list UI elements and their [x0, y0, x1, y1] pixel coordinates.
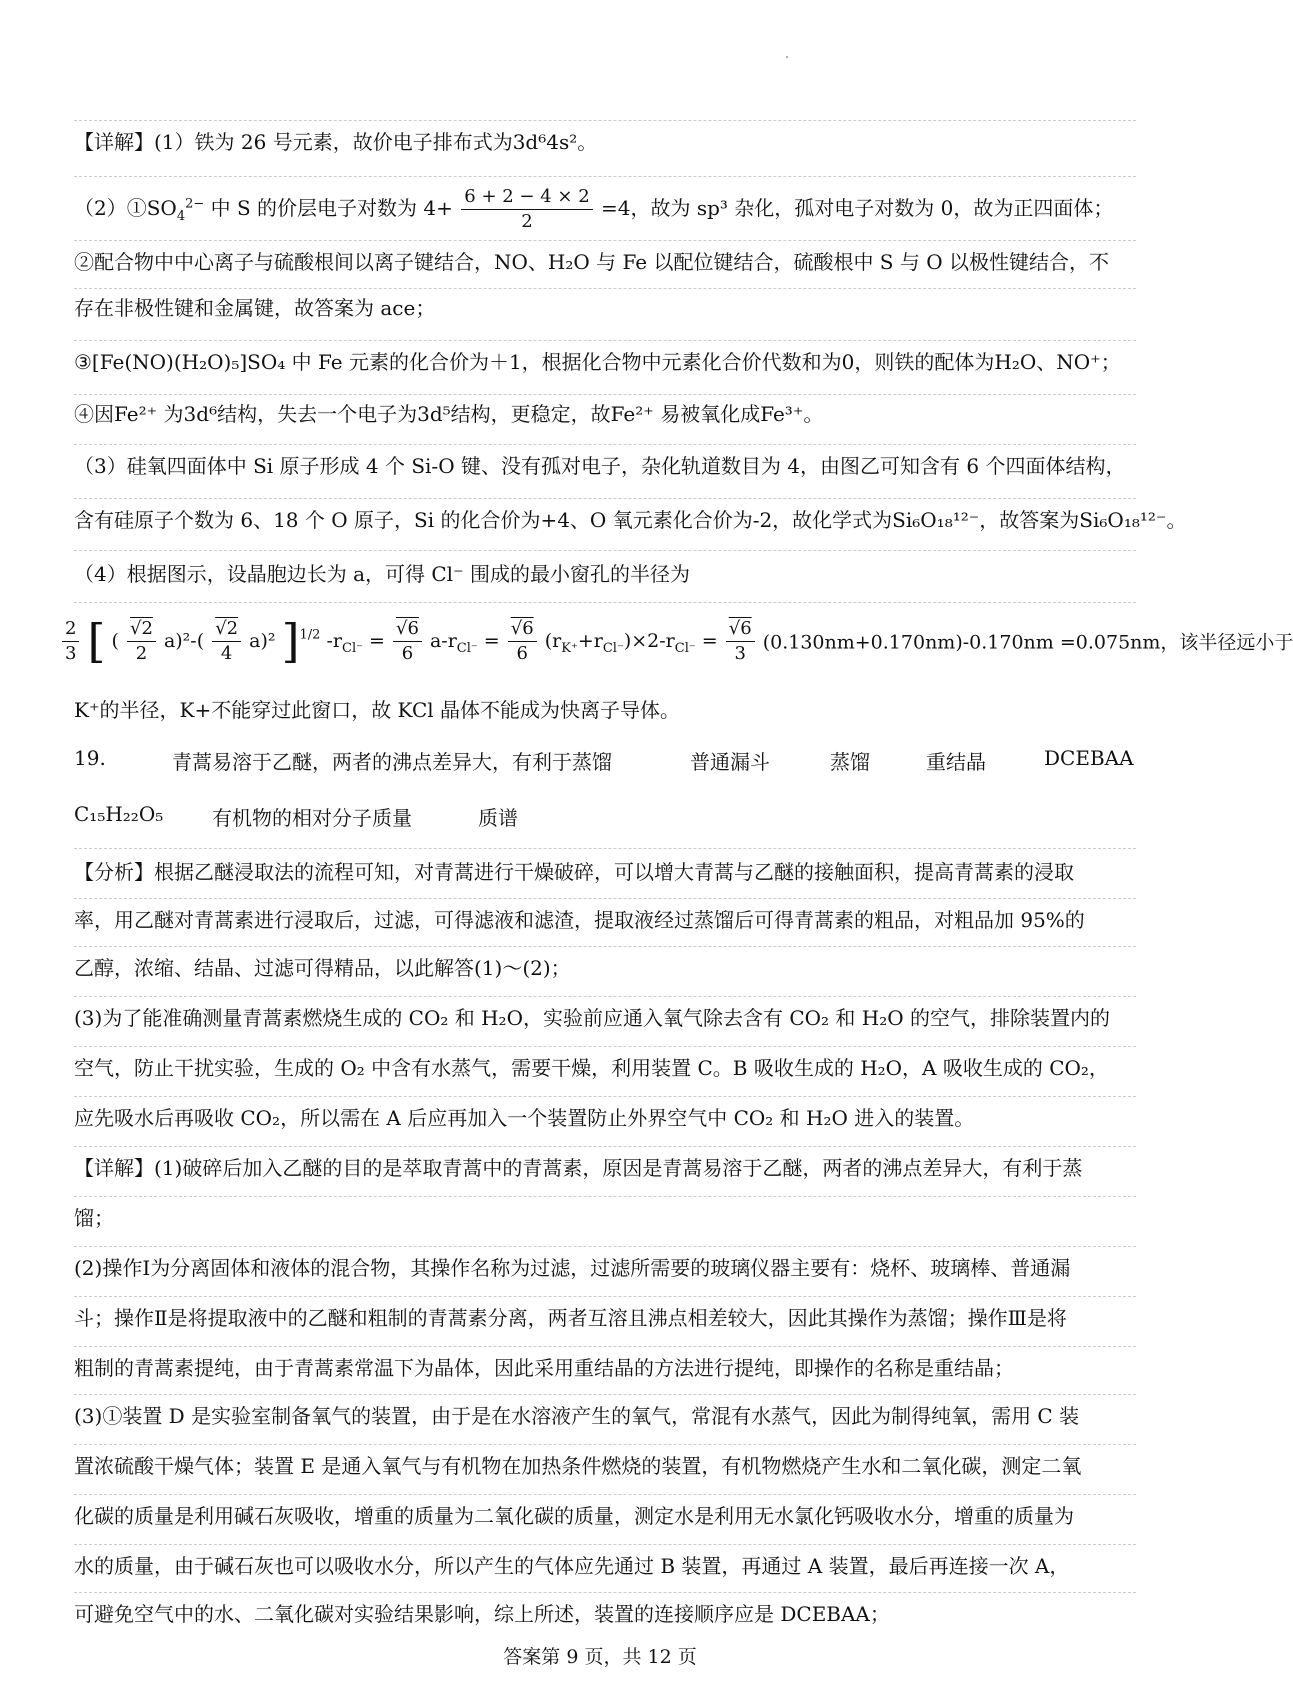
detail-line-4: 存在非极性键和金属键，故答案为 ace； — [74, 296, 436, 320]
detail-19-line-6: (3)①装置 D 是实验室制备氧气的装置，由于是在水溶液产生的氧气，常混有水蒸气，因此为制得纯氧，需用 C 装 — [74, 1404, 1080, 1428]
analysis-line-4: (3)为了能准确测量青蒿素燃烧生成的 CO₂ 和 H₂O，实验前应通入氧气除去含有 CO₂ 和 H₂O 的空气，排除装置内的 — [74, 1006, 1110, 1030]
root6-over-6: $\frac{√6}{6}$ — [393, 617, 422, 666]
term-a-squared: a)²-( — [163, 630, 205, 652]
divider — [74, 1494, 1136, 1495]
analysis-line-6: 应先吸水后再吸收 CO₂，所以需在 A 后应再加入一个装置防止外界空气中 CO₂ 和 H₂O 进入的装置。 — [74, 1106, 975, 1130]
detail-line-3: ②配合物中中心离子与硫酸根间以离子键结合，NO、H₂O 与 Fe 以配位键结合，硫酸根中 S 与 O 以极性键结合，不 — [74, 250, 1109, 274]
detail-line-7: （3）硅氧四面体中 Si 原子形成 4 个 Si-O 键、没有孤对电子，杂化轨道数目为 4，由图乙可知含有 6 个四面体结构， — [74, 454, 1126, 478]
detail-19-line-1: 【详解】(1)破碎后加入乙醚的目的是萃取青蒿中的青蒿素，原因是青蒿易溶于乙醚，两者的沸点差异大，有利于蒸 — [74, 1156, 1083, 1180]
detail-19-line-5: 粗制的青蒿素提纯，由于青蒿素常温下为晶体，因此采用重结晶的方法进行提纯，即操作的名称是重结晶； — [74, 1356, 1014, 1380]
divider — [74, 394, 1136, 395]
so4-text: 中 S 的价层电子对数为 4+ — [210, 196, 453, 220]
divider — [74, 240, 1136, 241]
root2-over-2: $\frac{√2}{2}$ — [127, 617, 156, 666]
answer-recrystallize: 重结晶 — [926, 750, 986, 774]
divider — [74, 1544, 1136, 1545]
divider — [74, 1346, 1136, 1347]
detail-line-6: ④因Fe²⁺ 为3d⁶结构，失去一个电子为3d⁵结构，更稳定，故Fe²⁺ 易被氧化成Fe³⁺。 — [74, 402, 824, 426]
so4-lead: （2）①SO — [74, 196, 177, 220]
divider — [74, 946, 1136, 947]
term-a-squared-2: a)² — [249, 630, 276, 652]
divider — [74, 550, 1136, 551]
divider — [74, 1096, 1136, 1097]
divider — [74, 1444, 1136, 1445]
divider — [74, 444, 1136, 445]
so4-tail: =4，故为 sp³ 杂化，孤对电子对数为 0，故为正四面体； — [601, 196, 1114, 220]
answer-funnel: 普通漏斗 — [690, 750, 770, 774]
electron-pair-fraction — [461, 185, 592, 234]
detail-line-1: 【详解】(1）铁为 26 号元素，故价电子排布式为3d⁶4s²。 — [74, 130, 598, 154]
answer-formula: C₁₅H₂₂O₅ — [74, 802, 164, 826]
divider — [74, 120, 1136, 121]
detail-19-line-4: 斗；操作Ⅱ是将提取液中的乙醚和粗制的青蒿素分离，两者互溶且沸点相差较大，因此其操作为蒸馏；操作Ⅲ是将 — [74, 1306, 1067, 1330]
answer-mass-spec: 质谱 — [478, 806, 518, 830]
detail-line-2: $(2)①SO_4^{2-}$ 中 S 的价层电子对数为 4+ $\frac{6 + 2 - 4 \times 2}{2}$ =4，故为 sp³ 杂化，孤对电子对数为 0，故为正四面体； — [74, 186, 1114, 232]
divider — [74, 498, 1136, 499]
analysis-line-5: 空气，防止干扰实验，生成的 O₂ 中含有水蒸气，需要干燥，利用装置 C。B 吸收生成的 H₂O，A 吸收生成的 CO₂， — [74, 1056, 1109, 1080]
detail-line-9: （4）根据图示，设晶胞边长为 a，可得 Cl⁻ 围成的最小窗孔的半径为 — [74, 562, 690, 586]
divider — [74, 1196, 1136, 1197]
root6-over-6-b: $\frac{√6}{6}$ — [508, 617, 537, 666]
radius-result: (0.130nm+0.170nm)-0.170nm =0.075nm，该半径远小于 — [762, 631, 1293, 654]
radius-equation: $\frac{2}{3}$ [ ( $\frac{√2}{2}$ a)²-( $\frac{√2}{4}$ a)² ]$^{1/2}$ $-r_{Cl^-}$ = $\frac{√6}{6}$ $a-r_{Cl^-}$ = $\frac{√6}{6}$ $(r_{K^+}+r_{Cl^-})\times 2-r_{Cl^-}$ = $\frac{√6}{3}$ (0.130nm+0.170nm)-0.170nm =0.075nm，该半径远小于 — [60, 614, 1136, 676]
answer-reason: 青蒿易溶于乙醚，两者的沸点差异大，有利于蒸馏 — [172, 750, 612, 774]
divider — [74, 1296, 1136, 1297]
answer-molar-mass: 有机物的相对分子质量 — [212, 806, 412, 830]
divider — [74, 1394, 1136, 1395]
divider — [74, 898, 1136, 899]
analysis-line-1: 【分析】根据乙醚浸取法的流程可知，对青蒿进行干燥破碎，可以增大青蒿与乙醚的接触面积，提高青蒿素的浸取 — [74, 860, 1074, 884]
detail-19-line-9: 水的质量，由于碱石灰也可以吸收水分，所以产生的气体应先通过 B 装置，再通过 A 装置，最后再连接一次 A， — [74, 1554, 1070, 1578]
analysis-line-2: 率，用乙醚对青蒿素进行浸取后，过滤，可得滤液和滤渣，提取液经过蒸馏后可得青蒿素的粗品，对粗品加 95%的 — [74, 908, 1085, 932]
analysis-line-3: 乙醇，浓缩、结晶、过滤可得精品，以此解答(1)～(2)； — [74, 956, 571, 980]
detail-19-line-8: 化碳的质量是利用碱石灰吸收，增重的质量为二氧化碳的质量，测定水是利用无水氯化钙吸收水分，增重的质量为 — [74, 1504, 1074, 1528]
detail-line-5: ③[Fe(NO)(H₂O)₅]SO₄ 中 Fe 元素的化合价为＋1，根据化合物中元素化合价代数和为0，则铁的配体为H₂O、NO⁺； — [74, 350, 1121, 374]
answer-distill: 蒸馏 — [830, 750, 870, 774]
divider — [74, 176, 1136, 177]
question-number: 19. — [74, 746, 106, 770]
root2-over-4: $\frac{√2}{4}$ — [212, 617, 241, 666]
divider — [74, 1246, 1136, 1247]
detail-19-line-3: (2)操作Ⅰ为分离固体和液体的混合物，其操作名称为过滤，过滤所需要的玻璃仪器主要有：烧杯、玻璃棒、普通漏 — [74, 1256, 1071, 1280]
divider — [74, 1592, 1136, 1593]
divider — [74, 1146, 1136, 1147]
scan-speck — [786, 56, 788, 58]
minus-rcl: $-r_{Cl^-}$ = — [326, 630, 385, 656]
radii-sum: $(r_{K^+}+r_{Cl^-})\times 2-r_{Cl^-}$ = — [544, 630, 718, 656]
detail-line-10: K⁺的半径，K+不能穿过此窗口，故 KCl 晶体不能成为快离子导体。 — [74, 698, 681, 722]
detail-19-line-2: 馏； — [74, 1206, 114, 1230]
divider — [74, 996, 1136, 997]
two-thirds-fraction: $\frac{2}{3}$ — [62, 617, 79, 666]
divider — [74, 288, 1136, 289]
detail-19-line-10: 可避免空气中的水、二氧化碳对实验结果影响，综上所述，装置的连接顺序应是 DCEBAA； — [74, 1602, 890, 1626]
detail-line-8: 含有硅原子个数为 6、18 个 O 原子，Si 的化合价为+4、O 氧元素化合价为-2，故化学式为Si₆O₁₈¹²⁻，故答案为Si₆O₁₈¹²⁻。 — [74, 508, 1187, 532]
a-minus-rcl: $a-r_{Cl^-}$ = — [429, 630, 500, 656]
page-footer: 答案第 9 页，共 12 页 — [503, 1646, 697, 1668]
root6-over-3: $\frac{√6}{3}$ — [726, 617, 755, 666]
divider — [74, 848, 1136, 849]
answer-order: DCEBAA — [1044, 746, 1134, 770]
bracket-close: ] — [281, 614, 300, 668]
divider — [74, 602, 1136, 603]
bracket-open: [ — [87, 614, 106, 668]
detail-19-line-7: 置浓硫酸干燥气体；装置 E 是通入氧气与有机物在加热条件燃烧的装置，有机物燃烧产生水和二氧化碳，测定二氧 — [74, 1454, 1082, 1478]
divider — [74, 1046, 1136, 1047]
fraction-numerator: 6 + 2 − 4 × 2 — [461, 185, 592, 210]
fraction-denominator: 2 — [521, 211, 533, 232]
first-term: ( — [111, 630, 119, 652]
divider — [74, 340, 1136, 341]
